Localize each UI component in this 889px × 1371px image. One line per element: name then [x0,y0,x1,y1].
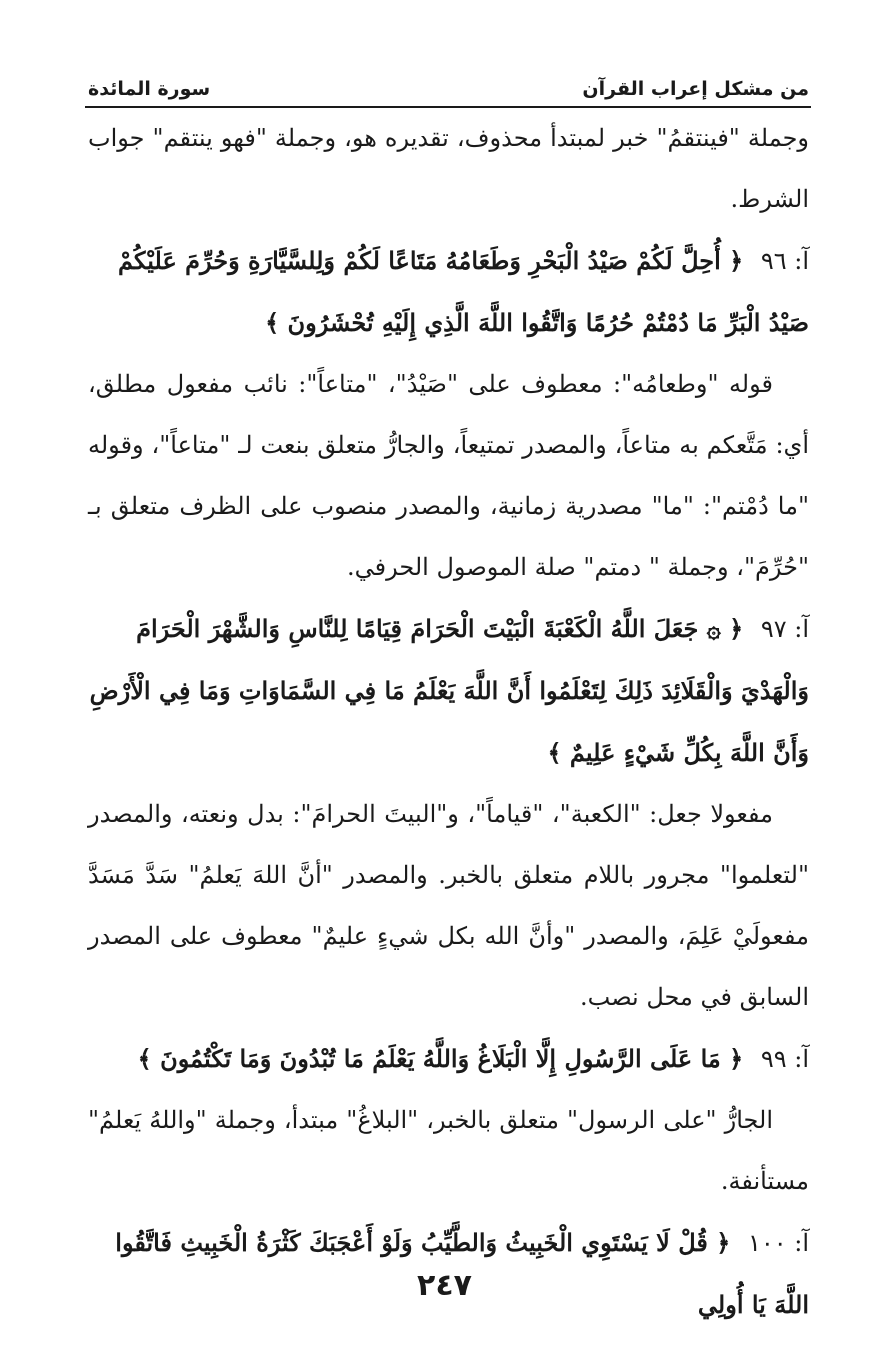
verse-reference: آ: ٩٦ [760,247,809,275]
quran-verse-text: ﴿ مَا عَلَى الرَّسُولِ إِلَّا الْبَلَاغُ وَاللَّهُ يَعْلَمُ مَا تُبْدُونَ وَمَا تَكْتُمُونَ ﴾ [137,1044,744,1073]
commentary-paragraph: مفعولا جعل: "الكعبة"، "قياماً"، و"البيتَ الحرامَ": بدل ونعته، والمصدر "لتعلموا" مجرور باللام متعلق بالخبر. والمصدر "أنَّ اللهَ يَعلمُ" سَدَّ مَسَدَّ مفعولَيْ عَلِمَ، والمصدر "وأنَّ الله بكل شيءٍ عليمٌ" معطوف على المصدر السابق في محل نصب. [88,800,809,1011]
commentary-paragraph: وجملة "فينتقمُ" خبر لمبتدأ محذوف، تقديره هو، وجملة "فهو ينتقم" جواب الشرط. [88,124,809,213]
page-number: ٢٤٧ [417,1268,472,1303]
verse-96 [88,230,809,354]
quran-verse-text: ﴿ أُحِلَّ لَكُمْ صَيْدُ الْبَحْرِ وَطَعَامُهُ مَتَاعًا لَكُمْ وَلِلسَّيَّارَةِ وَحُرِّمَ عَلَيْكُمْ صَيْدُ الْبَرِّ مَا دُمْتُمْ حُرُمًا وَاتَّقُوا اللَّهَ الَّذِي إِلَيْهِ تُحْشَرُونَ ﴾ [118,246,809,337]
running-header [88,68,809,100]
verse-99 [88,1028,809,1090]
surah-title: سورة المائدة [88,78,211,100]
page-body [88,108,809,1336]
verse-reference: آ: ٩٧ [760,615,809,643]
verse-reference: آ: ١٠٠ [747,1229,809,1257]
commentary-paragraph: قوله "وطعامُه": معطوف على "صَيْدُ"، "متاعاً": نائب مفعول مطلق، أي: مَتَّعكم به متاعاً، والمصدر تمتيعاً، والجارُّ متعلق بنعت لـ "متاعاً"، وقوله "ما دُمْتم": "ما" مصدرية زمانية، والمصدر منصوب على الظرف متعلق بـ "حُرِّمَ"، وجملة " دمتم" صلة الموصول الحرفي. [88,370,809,581]
quran-verse-text: ﴿ قُلْ لَا يَسْتَوِي الْخَبِيثُ وَالطَّيِّبُ وَلَوْ أَعْجَبَكَ كَثْرَةُ الْخَبِيثِ فَاتَّقُوا اللَّهَ يَا أُولِي [115,1228,809,1319]
verse-reference: آ: ٩٩ [760,1045,809,1073]
commentary-paragraph: الجارُّ "على الرسول" متعلق بالخبر، "البلاغُ" مبتدأ، وجملة "واللهُ يَعلمُ" مستأنفة. [88,1106,809,1195]
book-title: من مشكل إعراب القرآن [582,78,809,100]
quran-verse-text: ﴿ ۞ جَعَلَ اللَّهُ الْكَعْبَةَ الْبَيْتَ الْحَرَامَ قِيَامًا لِلنَّاسِ وَالشَّهْرَ الْحَرَامَ وَالْهَدْيَ وَالْقَلَائِدَ ذَلِكَ لِتَعْلَمُوا أَنَّ اللَّهَ يَعْلَمُ مَا فِي السَّمَاوَاتِ وَمَا فِي الْأَرْضِ وَأَنَّ اللَّهَ بِكُلِّ شَيْءٍ عَلِيمٌ ﴾ [89,614,809,767]
verse-97 [88,598,809,784]
